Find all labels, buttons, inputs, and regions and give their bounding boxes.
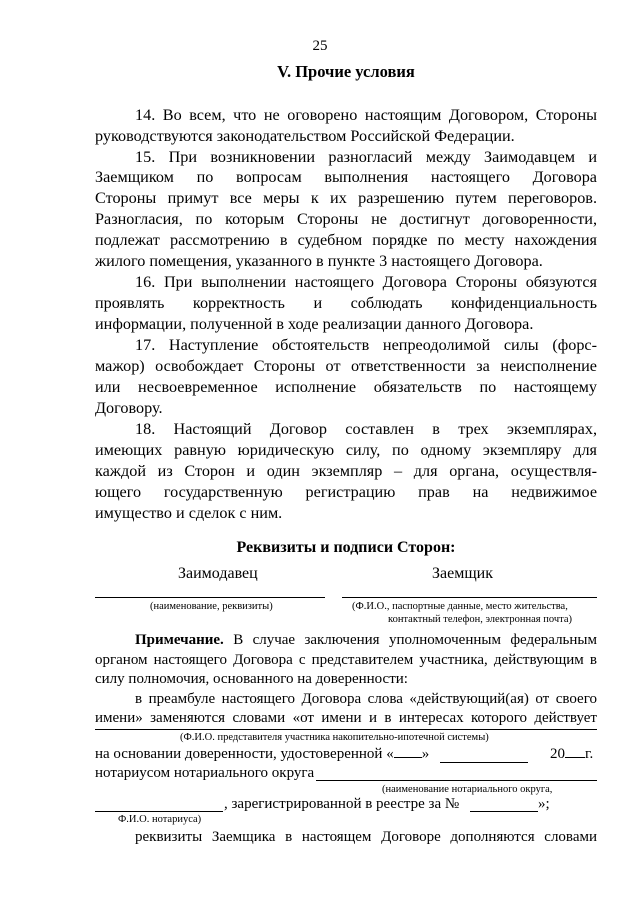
notary-name-line <box>95 811 223 812</box>
notary-name-caption: Ф.И.О. нотариуса) <box>118 814 202 825</box>
paragraph-line: проявлять корректность и соблюдать конфиденциальность <box>95 294 597 312</box>
paragraph-line: Стороны примут все меры к их разрешению путем переговоров. <box>95 189 597 207</box>
section-title: V. Прочие условия <box>277 62 415 81</box>
paragraph-line: каждой из Сторон и один экземпляр – для органа, осуществля- <box>95 462 597 480</box>
paragraph-line: Заемщиком по вопросам выполнения настоящего Договора <box>95 168 597 186</box>
requisites-title: Реквизиты и подписи Сторон: <box>236 539 456 556</box>
representative-caption: (Ф.И.О. представителя участника накопительно-ипотечной системы) <box>180 732 489 743</box>
notary-caption: (наименование нотариального округа, <box>382 784 553 795</box>
paragraph-line: 16. При выполнении настоящего Договора Стороны обязуются <box>135 273 597 291</box>
note-line: Примечание. В случае заключения уполномоченным федеральным <box>135 632 597 648</box>
lender-label: Заимодавец <box>178 565 258 582</box>
paragraph-line: информации, полученной в ходе реализации данного Договора. <box>95 315 534 333</box>
registry-line: , зарегистрированной в реестре за № <box>224 796 460 812</box>
paragraph-line: ющего государственную регистрацию прав на недвижимое <box>95 483 597 501</box>
note-line: силу полномочия, основанного на доверенности: <box>95 671 408 687</box>
borrower-signature-line <box>342 597 597 598</box>
paragraph-line: 18. Настоящий Договор составлен в трех экземплярах, <box>135 420 597 438</box>
registry-number-line <box>470 811 538 812</box>
borrower-label: Заемщик <box>432 565 493 582</box>
proxy-month-line <box>440 762 528 763</box>
page-number: 25 <box>312 38 328 54</box>
paragraph-line: 17. Наступление обстоятельств непреодолимой силы (форс- <box>135 336 597 354</box>
paragraph-line: 15. При возникновении разногласий между Заимодавцем и <box>135 148 597 166</box>
borrower-caption: контактный телефон, электронная почта) <box>388 614 572 625</box>
proxy-year: 20 г. <box>550 746 594 762</box>
representative-line <box>95 729 597 730</box>
paragraph-line: Разногласия, по которым Стороны не достигнут договоренности, <box>95 210 597 228</box>
paragraph-line: жилого помещения, указанного в пункте 3 настоящего Договора. <box>95 252 543 270</box>
paragraph-line: мажор) освобождает Стороны от ответственности за неисполнение <box>95 357 597 375</box>
note-line: имени» заменяются словами «от имени и в интересах которого действует <box>95 710 597 726</box>
note-line: органом настоящего Договора с представителем участника, действующим в <box>95 652 597 668</box>
proxy-line: на основании доверенности, удостоверенной « » <box>95 746 430 762</box>
note-line: в преамбуле настоящего Договора слова «действующий(ая) от своего <box>135 691 597 707</box>
paragraph-line: имущество и сделок с ним. <box>95 504 283 522</box>
paragraph-line: Договору. <box>95 399 163 417</box>
notary-line: нотариусом нотариального округа <box>95 765 315 781</box>
lender-caption: (наименование, реквизиты) <box>150 601 273 612</box>
borrower-caption: (Ф.И.О., паспортные данные, место жительства, <box>352 601 568 612</box>
paragraph-line: 14. Во всем, что не оговорено настоящим Договором, Стороны <box>135 106 597 124</box>
notary-district-line <box>316 780 597 781</box>
paragraph-line: имеющих равную юридическую силу, по одному экземпляру для <box>95 441 597 459</box>
registry-end: »; <box>538 796 550 812</box>
paragraph-line: руководствуются законодательством Российской Федерации. <box>95 127 515 145</box>
lender-signature-line <box>95 597 325 598</box>
last-line: реквизиты Заемщика в настоящем Договоре дополняются словами <box>135 829 597 845</box>
note-label: Примечание. <box>135 632 224 648</box>
paragraph-line: или несвоевременное исполнение обязательств по настоящему <box>95 378 597 396</box>
paragraph-line: подлежат рассмотрению в судебном порядке по месту нахождения <box>95 231 597 249</box>
